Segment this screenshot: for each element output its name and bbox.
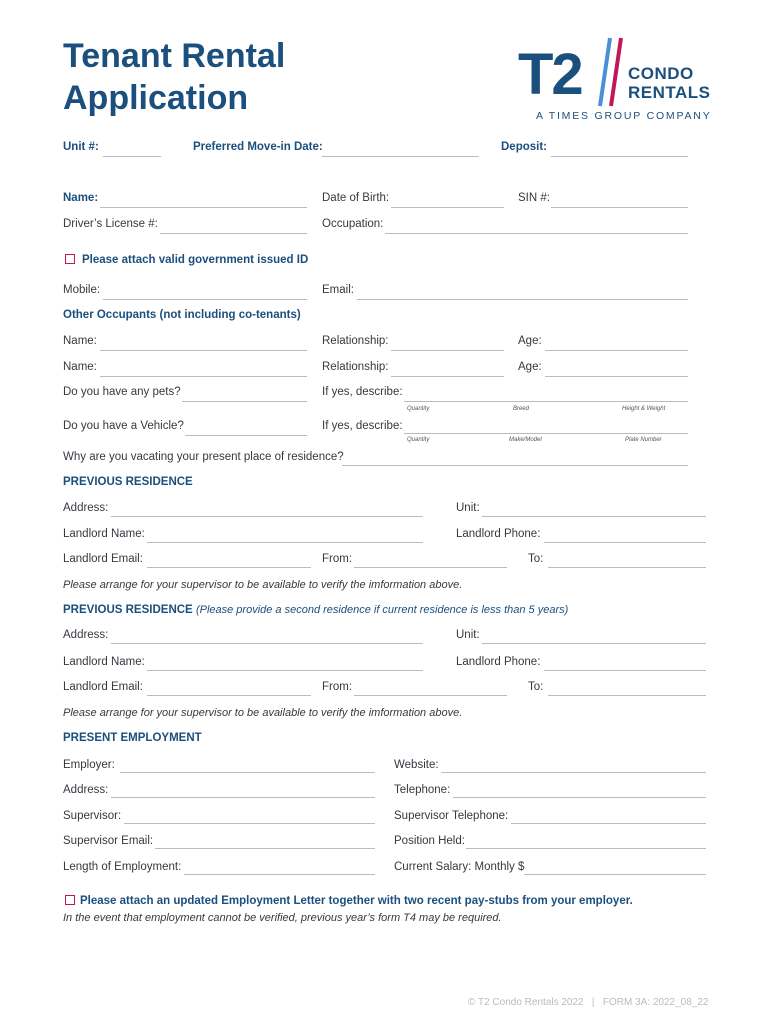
attach-id-label: Please attach valid government issued ID <box>82 254 309 266</box>
employer-field[interactable] <box>120 772 375 773</box>
vehicle-col-quantity: Quantity <box>407 437 430 443</box>
website-field[interactable] <box>441 772 706 773</box>
occupant1-name-field[interactable] <box>100 350 307 351</box>
res2-to-label: To: <box>528 681 544 693</box>
pets-describe-field[interactable] <box>404 401 688 402</box>
res2-from-field[interactable] <box>354 695 507 696</box>
res2-landlord-email-field[interactable] <box>147 695 311 696</box>
pets-describe-label: If yes, describe: <box>322 386 403 398</box>
unit-label: Unit #: <box>63 141 99 153</box>
license-field[interactable] <box>160 233 307 234</box>
dob-field[interactable] <box>391 207 504 208</box>
email-label: Email: <box>322 284 354 296</box>
salary-field[interactable] <box>524 874 706 875</box>
res1-address-label: Address: <box>63 502 109 514</box>
res1-address-field[interactable] <box>111 516 423 517</box>
deposit-field[interactable] <box>551 156 688 157</box>
res1-landlord-phone-label: Landlord Phone: <box>456 528 541 540</box>
supervisor-phone-label: Supervisor Telephone: <box>394 810 509 822</box>
res1-supervisor-note: Please arrange for your supervisor to be available to verify the imformation above. <box>63 579 463 591</box>
page-title-line1: Tenant Rental <box>63 37 286 75</box>
attach-id-checkbox[interactable] <box>65 254 75 264</box>
res2-to-field[interactable] <box>548 695 706 696</box>
t4-note: In the event that employment cannot be verified, previous year’s form T4 may be required. <box>63 912 502 924</box>
pets-question: Do you have any pets? <box>63 386 181 398</box>
email-field[interactable] <box>357 299 688 300</box>
employer-address-label: Address: <box>63 784 109 796</box>
res2-landlord-name-label: Landlord Name: <box>63 656 145 668</box>
res2-landlord-email-label: Landlord Email: <box>63 681 143 693</box>
res2-heading-text: PREVIOUS RESIDENCE <box>63 604 193 616</box>
logo-tagline: A TIMES GROUP COMPANY <box>536 110 712 122</box>
pets-col-height-weight: Height & Weight <box>622 406 666 412</box>
res2-address-field[interactable] <box>111 643 423 644</box>
mobile-label: Mobile: <box>63 284 101 296</box>
dob-label: Date of Birth: <box>322 192 390 204</box>
name-field[interactable] <box>100 207 307 208</box>
website-label: Website: <box>394 759 439 771</box>
occupant2-age-label: Age: <box>518 361 542 373</box>
vehicle-describe-label: If yes, describe: <box>322 420 403 432</box>
logo-mark: T2 <box>518 42 582 107</box>
occupation-label: Occupation: <box>322 218 384 230</box>
license-label: Driver’s License #: <box>63 218 158 230</box>
page-title-line2: Application <box>63 79 249 117</box>
position-label: Position Held: <box>394 835 465 847</box>
supervisor-phone-field[interactable] <box>511 823 706 824</box>
vehicle-col-plate: Plate Number <box>625 437 662 443</box>
supervisor-field[interactable] <box>124 823 375 824</box>
res2-supervisor-note: Please arrange for your supervisor to be available to verify the imformation above. <box>63 707 463 719</box>
res1-landlord-phone-field[interactable] <box>544 542 706 543</box>
previous-residence-heading: PREVIOUS RESIDENCE <box>63 476 193 488</box>
sin-field[interactable] <box>551 207 688 208</box>
logo-word-rentals: RENTALS <box>628 83 711 102</box>
occupant1-age-field[interactable] <box>545 350 688 351</box>
pets-answer-field[interactable] <box>182 401 307 402</box>
res1-unit-label: Unit: <box>456 502 480 514</box>
res2-landlord-phone-label: Landlord Phone: <box>456 656 541 668</box>
res2-heading-note: (Please provide a second residence if current residence is less than 5 years) <box>195 604 569 616</box>
telephone-label: Telephone: <box>394 784 451 796</box>
vehicle-describe-field[interactable] <box>404 433 688 434</box>
res1-landlord-name-label: Landlord Name: <box>63 528 145 540</box>
logo-word-condo: CONDO <box>628 64 694 83</box>
page-footer: © T2 Condo Rentals 2022 | FORM 3A: 2022_08_22 <box>468 997 709 1008</box>
previous-residence-2-heading <box>63 603 568 617</box>
vacating-question: Why are you vacating your present place of residence? <box>63 451 344 463</box>
employer-address-field[interactable] <box>111 797 375 798</box>
occupant2-relationship-label: Relationship: <box>322 361 389 373</box>
name-label: Name: <box>63 192 99 204</box>
employment-heading: PRESENT EMPLOYMENT <box>63 732 202 744</box>
occupant2-name-label: Name: <box>63 361 97 373</box>
occupant1-age-label: Age: <box>518 335 542 347</box>
pets-col-breed: Breed <box>513 406 530 412</box>
res1-landlord-email-label: Landlord Email: <box>63 553 143 565</box>
occupant1-relationship-label: Relationship: <box>322 335 389 347</box>
supervisor-label: Supervisor: <box>63 810 122 822</box>
occupation-field[interactable] <box>385 233 688 234</box>
supervisor-email-label: Supervisor Email: <box>63 835 154 847</box>
res1-landlord-name-field[interactable] <box>147 542 423 543</box>
employment-length-field[interactable] <box>184 874 375 875</box>
vehicle-answer-field[interactable] <box>185 435 307 436</box>
res2-unit-field[interactable] <box>482 643 706 644</box>
pets-col-quantity: Quantity <box>407 406 430 412</box>
res2-unit-label: Unit: <box>456 629 480 641</box>
occupant1-name-label: Name: <box>63 335 97 347</box>
res2-landlord-phone-field[interactable] <box>544 670 706 671</box>
res2-address-label: Address: <box>63 629 109 641</box>
mobile-field[interactable] <box>103 299 307 300</box>
occupant1-relationship-field[interactable] <box>391 350 504 351</box>
occupant2-age-field[interactable] <box>545 376 688 377</box>
vehicle-question: Do you have a Vehicle? <box>63 420 184 432</box>
res1-from-field[interactable] <box>354 567 507 568</box>
res2-from-label: From: <box>322 681 353 693</box>
sin-label: SIN #: <box>518 192 550 204</box>
logo-slash-icon <box>596 36 626 108</box>
attach-letter-label: Please attach an updated Employment Letter together with two recent pay-stubs from your employer. <box>80 895 633 907</box>
occupant2-name-field[interactable] <box>100 376 307 377</box>
deposit-label: Deposit: <box>501 141 547 153</box>
telephone-field[interactable] <box>453 797 706 798</box>
res1-to-field[interactable] <box>548 567 706 568</box>
supervisor-email-field[interactable] <box>155 848 375 849</box>
unit-field[interactable] <box>103 156 161 157</box>
res1-unit-field[interactable] <box>482 516 706 517</box>
occupants-heading: Other Occupants (not including co-tenants) <box>63 309 301 321</box>
employment-length-label: Length of Employment: <box>63 861 182 873</box>
employer-label: Employer: <box>63 759 115 771</box>
vacating-field[interactable] <box>342 465 688 466</box>
occupant2-relationship-field[interactable] <box>391 376 504 377</box>
move-in-field[interactable] <box>322 156 479 157</box>
position-field[interactable] <box>466 848 706 849</box>
res2-landlord-name-field[interactable] <box>147 670 423 671</box>
res1-landlord-email-field[interactable] <box>147 567 311 568</box>
attach-letter-checkbox[interactable] <box>65 895 75 905</box>
vehicle-col-make-model: Make/Model <box>509 437 542 443</box>
salary-label: Current Salary: Monthly $ <box>394 861 525 873</box>
move-in-label: Preferred Move-in Date: <box>193 141 323 153</box>
res1-to-label: To: <box>528 553 544 565</box>
res1-from-label: From: <box>322 553 353 565</box>
